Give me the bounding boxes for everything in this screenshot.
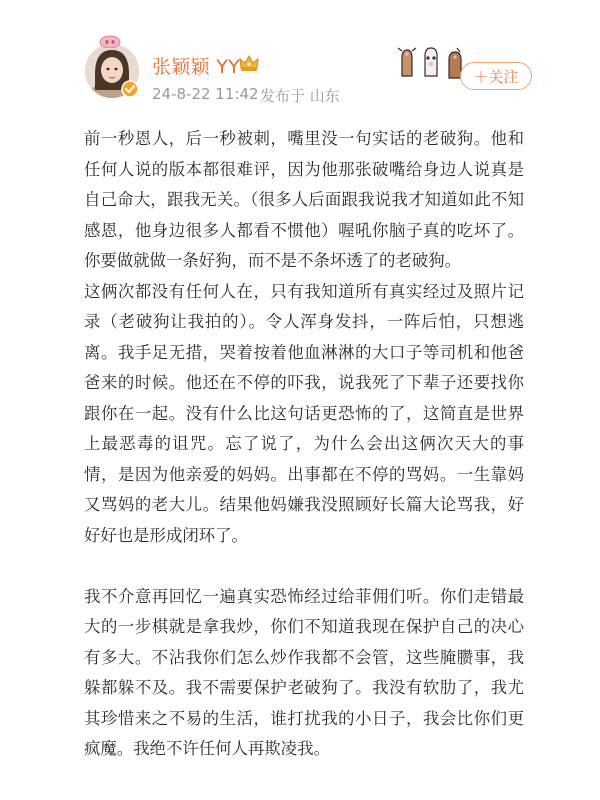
crown-icon [238,53,260,73]
post-paragraph-3: 我不介意再回忆一遍真实恐怖经过给菲佣们听。你们走错最大的一步棋就是拿我炒，你们不知道我现在保护自己的决心有多大。不沾我你们怎么炒作我都不会管，这些腌臜事，我躲都躲不及。我不需要保护老破狗了。我没有软肋了，我尤其珍惜来之不易的生活，谁打扰我的小日子，我会比你们更疯魔。我绝不许任何人再欺凌我。 [84,586,524,758]
cat-paw-stickers [392,44,468,84]
verified-icon [121,80,139,98]
post-header [0,0,600,110]
paw-sticker-1 [398,48,416,76]
post-paragraph-1: 前一秒恩人，后一秒被刺，嘴里没一句实话的老破狗。他和任何人说的版本都很难评，因为他那张破嘴给身边人说真是自己命大，跟我无关。（很多人后面跟我说我才知道如此不知感恩，他身边很多人都看不惯他）喔吼你脑子真的吃坏了。你要做就做一条好狗，而不是不条坏透了的老破狗。 [84,129,524,270]
user-name[interactable]: 张颖颖 YY [152,56,241,78]
avatar-container[interactable] [85,38,143,100]
post-location: 发布于 山东 [260,87,340,105]
pig-ear-icon [99,34,121,48]
follow-button[interactable]: ＋关注 [460,62,532,90]
post-content [84,124,524,765]
post-paragraph-2: 这俩次都没有任何人在，只有我知道所有真实经过及照片记录（老破狗让我拍的）。令人浑身发抖，一阵后怕，只想逃离。我手足无措，哭着按着他血淋淋的大口子等司机和他爸爸来的时候。他还在不停的吓我，说我死了下辈子还要找你跟你在一起。没有什么比这句话更恐怖的了，这简直是世界上最恶毒的诅咒。忘了说了，为什么会出这俩次天大的事情，是因为他亲爱的妈妈。出事都在不停的骂妈。一生靠妈又骂妈的老大儿。结果他妈嫌我没照顾好长篇大论骂我，好好好也是形成闭环了。 [84,281,524,545]
paragraph-spacer [84,551,524,582]
paw-sticker-2 [425,48,437,76]
post-date: 24-8-22 11:42 [152,85,259,103]
